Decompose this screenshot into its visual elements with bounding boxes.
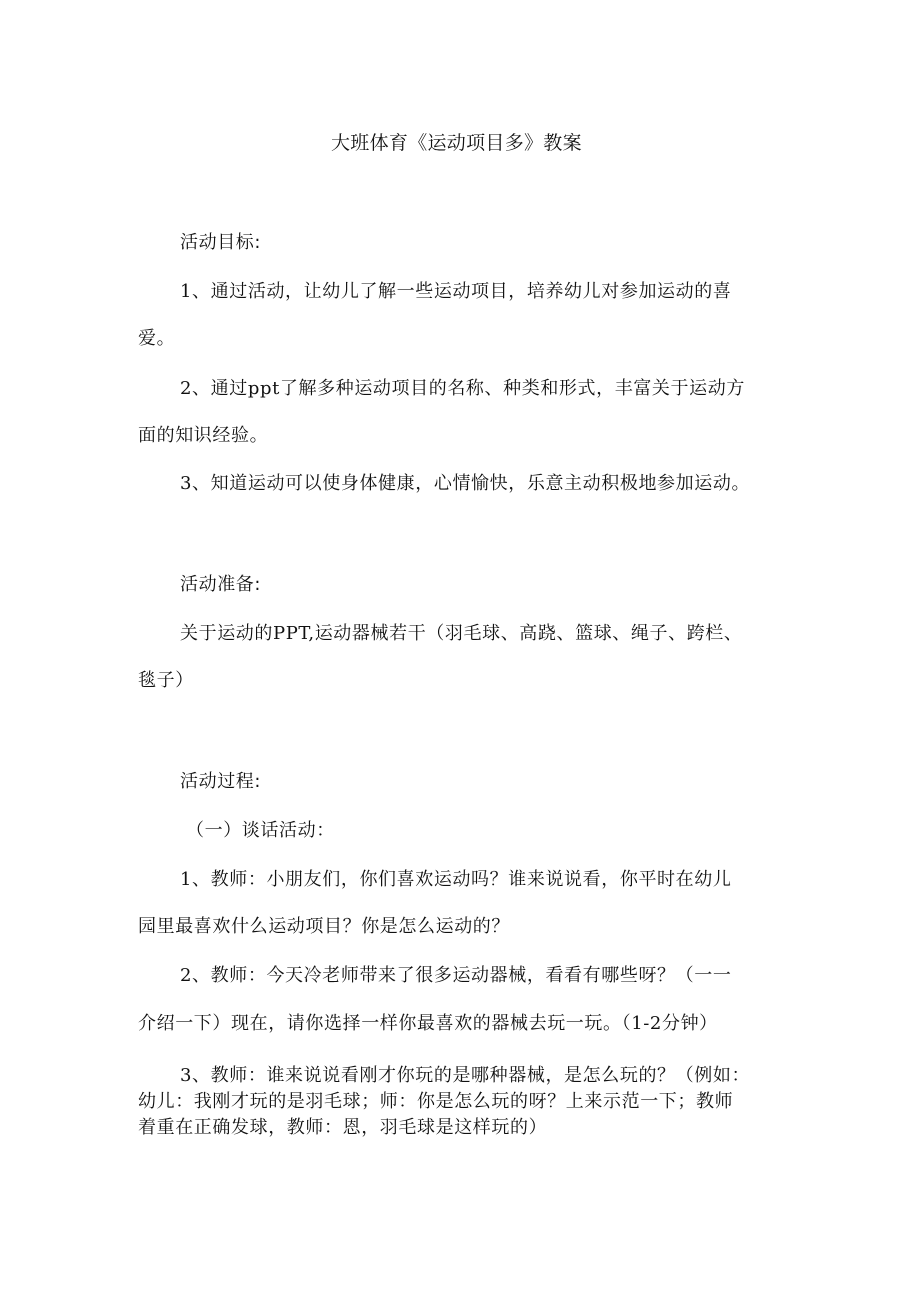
process-item-2-line-1: 2、教师：今天冷老师带来了很多运动器械，看看有哪些呀？（一一 [180, 965, 732, 986]
goal-item-2-line-1: 2、通过ppt了解多种运动项目的名称、种类和形式，丰富关于运动方 [180, 378, 745, 399]
process-item-3-line-2: 幼儿：我刚才玩的是羽毛球；师：你是怎么玩的呀？上来示范一下；教师 [138, 1091, 734, 1112]
goal-item-3-line-1: 3、知道运动可以使身体健康，心情愉快，乐意主动积极地参加运动。 [180, 473, 751, 494]
goals-heading: 活动目标: [180, 232, 262, 253]
process-section-1-heading: （一）谈话活动： [186, 820, 335, 841]
process-item-1-line-1: 1、教师：小朋友们，你们喜欢运动吗？谁来说说看，你平时在幼儿 [180, 869, 732, 890]
process-heading: 活动过程: [180, 771, 262, 792]
process-item-3-line-3: 着重在正确发球，教师：恩，羽毛球是这样玩的） [138, 1117, 548, 1138]
process-item-1-line-2: 园里最喜欢什么运动项目？你是怎么运动的？ [138, 916, 510, 937]
preparation-heading: 活动准备: [180, 574, 262, 595]
goal-item-1-line-2: 爱。 [138, 328, 176, 349]
goal-item-2-line-2: 面的知识经验。 [138, 425, 269, 446]
goal-item-1-line-1: 1、通过活动，让幼儿了解一些运动项目，培养幼儿对参加运动的喜 [180, 281, 732, 302]
preparation-line-1: 关于运动的PPT,运动器械若干（羽毛球、高跷、篮球、绳子、跨栏、 [180, 623, 743, 644]
document-title: 大班体育《运动项目多》教案 [331, 132, 582, 154]
process-item-3-line-1: 3、教师：谁来说说看刚才你玩的是哪种器械，是怎么玩的？（例如： [180, 1065, 751, 1086]
preparation-line-2: 毯子） [138, 670, 194, 691]
process-item-2-line-2: 介绍一下）现在，请你选择一样你最喜欢的器械去玩一玩。（1-2分钟） [138, 1013, 718, 1034]
